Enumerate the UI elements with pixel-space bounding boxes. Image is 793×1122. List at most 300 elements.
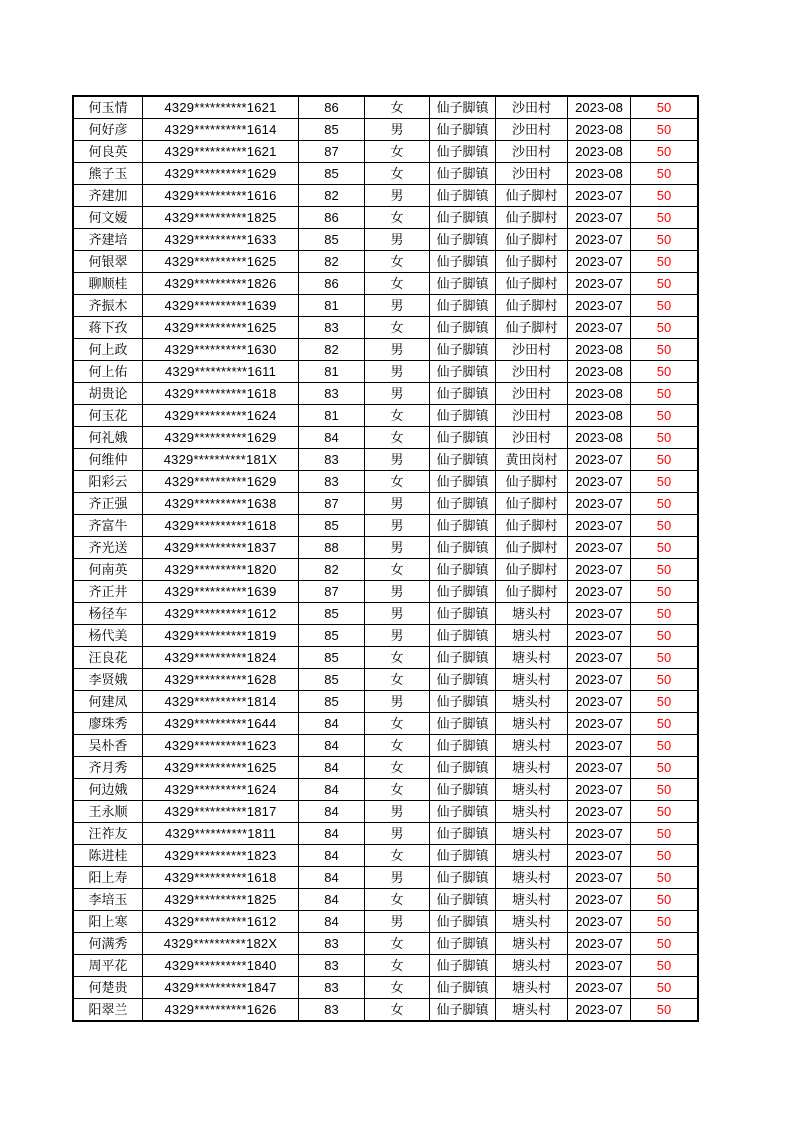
table-row [73,999,698,1022]
cell-village: 塘头村 [496,933,568,955]
cell-town: 仙子脚镇 [430,383,496,405]
table-row [73,96,698,119]
cell-village: 仙子脚村 [496,317,568,339]
cell-date: 2023-07 [568,273,631,295]
cell-age: 85 [299,691,365,713]
cell-amount: 50 [631,185,699,207]
cell-village: 仙子脚村 [496,559,568,581]
cell-town: 仙子脚镇 [430,273,496,295]
cell-village: 塘头村 [496,999,568,1022]
cell-village: 仙子脚村 [496,273,568,295]
cell-date: 2023-08 [568,339,631,361]
cell-name: 何良英 [73,141,143,163]
cell-town: 仙子脚镇 [430,911,496,933]
cell-age: 83 [299,955,365,977]
cell-town: 仙子脚镇 [430,185,496,207]
cell-age: 83 [299,383,365,405]
cell-town: 仙子脚镇 [430,449,496,471]
cell-amount: 50 [631,383,699,405]
table-row [73,845,698,867]
cell-id: 4329**********1639 [143,295,299,317]
cell-town: 仙子脚镇 [430,251,496,273]
cell-town: 仙子脚镇 [430,295,496,317]
cell-amount: 50 [631,625,699,647]
cell-date: 2023-08 [568,141,631,163]
cell-village: 塘头村 [496,977,568,999]
cell-village: 沙田村 [496,339,568,361]
cell-id: 4329**********1633 [143,229,299,251]
cell-amount: 50 [631,119,699,141]
cell-age: 86 [299,96,365,119]
cell-gender: 男 [365,625,430,647]
cell-id: 4329**********1626 [143,999,299,1022]
table-row [73,647,698,669]
cell-amount: 50 [631,955,699,977]
cell-id: 4329**********1624 [143,405,299,427]
cell-amount: 50 [631,339,699,361]
cell-village: 塘头村 [496,691,568,713]
cell-gender: 男 [365,383,430,405]
cell-id: 4329**********1629 [143,427,299,449]
cell-town: 仙子脚镇 [430,713,496,735]
cell-village: 仙子脚村 [496,229,568,251]
cell-date: 2023-07 [568,823,631,845]
cell-date: 2023-07 [568,295,631,317]
cell-id: 4329**********1630 [143,339,299,361]
cell-date: 2023-08 [568,383,631,405]
table-row [73,603,698,625]
cell-gender: 女 [365,713,430,735]
cell-age: 82 [299,559,365,581]
cell-village: 沙田村 [496,427,568,449]
cell-village: 仙子脚村 [496,251,568,273]
cell-name: 阳上寒 [73,911,143,933]
cell-amount: 50 [631,647,699,669]
cell-date: 2023-07 [568,889,631,911]
cell-gender: 男 [365,823,430,845]
cell-name: 何维仲 [73,449,143,471]
cell-amount: 50 [631,537,699,559]
cell-town: 仙子脚镇 [430,801,496,823]
cell-name: 齐正强 [73,493,143,515]
cell-age: 82 [299,251,365,273]
cell-town: 仙子脚镇 [430,427,496,449]
cell-id: 4329**********1612 [143,911,299,933]
cell-date: 2023-07 [568,229,631,251]
cell-age: 84 [299,735,365,757]
cell-age: 82 [299,339,365,361]
cell-id: 4329**********1621 [143,141,299,163]
cell-name: 何文嫒 [73,207,143,229]
cell-date: 2023-07 [568,691,631,713]
cell-name: 齐月秀 [73,757,143,779]
cell-name: 廖珠秀 [73,713,143,735]
table-row [73,163,698,185]
cell-amount: 50 [631,933,699,955]
cell-gender: 女 [365,669,430,691]
cell-date: 2023-07 [568,933,631,955]
cell-amount: 50 [631,977,699,999]
cell-amount: 50 [631,163,699,185]
cell-age: 85 [299,669,365,691]
cell-date: 2023-07 [568,603,631,625]
cell-date: 2023-07 [568,735,631,757]
cell-gender: 男 [365,493,430,515]
cell-town: 仙子脚镇 [430,955,496,977]
cell-gender: 男 [365,603,430,625]
cell-date: 2023-08 [568,163,631,185]
cell-name: 何玉情 [73,96,143,119]
cell-village: 塘头村 [496,889,568,911]
table-row [73,405,698,427]
cell-id: 4329**********1817 [143,801,299,823]
cell-id: 4329**********1840 [143,955,299,977]
cell-id: 4329**********1824 [143,647,299,669]
cell-age: 87 [299,581,365,603]
cell-age: 85 [299,647,365,669]
cell-town: 仙子脚镇 [430,471,496,493]
cell-age: 84 [299,779,365,801]
cell-name: 何上政 [73,339,143,361]
cell-age: 84 [299,889,365,911]
cell-village: 塘头村 [496,779,568,801]
cell-name: 何边娥 [73,779,143,801]
cell-age: 84 [299,911,365,933]
cell-gender: 女 [365,757,430,779]
cell-gender: 男 [365,185,430,207]
cell-gender: 女 [365,273,430,295]
cell-gender: 女 [365,647,430,669]
cell-town: 仙子脚镇 [430,669,496,691]
cell-age: 85 [299,603,365,625]
cell-gender: 男 [365,339,430,361]
cell-id: 4329**********1644 [143,713,299,735]
cell-id: 4329**********1811 [143,823,299,845]
cell-village: 塘头村 [496,757,568,779]
cell-gender: 男 [365,295,430,317]
table-row [73,229,698,251]
cell-id: 4329**********1625 [143,251,299,273]
cell-amount: 50 [631,493,699,515]
cell-date: 2023-08 [568,405,631,427]
cell-age: 85 [299,229,365,251]
table-row [73,141,698,163]
cell-date: 2023-08 [568,119,631,141]
table-row [73,317,698,339]
table-row [73,185,698,207]
cell-town: 仙子脚镇 [430,207,496,229]
cell-age: 85 [299,515,365,537]
cell-amount: 50 [631,999,699,1022]
cell-gender: 女 [365,427,430,449]
cell-name: 何上佑 [73,361,143,383]
cell-village: 塘头村 [496,735,568,757]
cell-date: 2023-07 [568,911,631,933]
cell-age: 81 [299,295,365,317]
cell-id: 4329**********1847 [143,977,299,999]
cell-id: 4329**********1625 [143,317,299,339]
cell-date: 2023-07 [568,867,631,889]
cell-village: 塘头村 [496,603,568,625]
cell-age: 84 [299,713,365,735]
cell-town: 仙子脚镇 [430,163,496,185]
cell-village: 塘头村 [496,955,568,977]
cell-name: 杨代美 [73,625,143,647]
cell-age: 85 [299,163,365,185]
cell-name: 阳上寿 [73,867,143,889]
cell-amount: 50 [631,141,699,163]
cell-id: 4329**********1623 [143,735,299,757]
cell-age: 84 [299,427,365,449]
cell-gender: 男 [365,229,430,251]
cell-amount: 50 [631,405,699,427]
cell-village: 仙子脚村 [496,295,568,317]
cell-name: 汪良花 [73,647,143,669]
cell-date: 2023-07 [568,757,631,779]
cell-name: 聊顺桂 [73,273,143,295]
subsidy-list-table [72,95,699,1022]
cell-name: 何礼娥 [73,427,143,449]
cell-town: 仙子脚镇 [430,647,496,669]
cell-village: 沙田村 [496,405,568,427]
cell-age: 83 [299,933,365,955]
cell-date: 2023-07 [568,559,631,581]
cell-age: 84 [299,867,365,889]
cell-amount: 50 [631,251,699,273]
cell-amount: 50 [631,801,699,823]
table-row [73,515,698,537]
cell-gender: 女 [365,141,430,163]
cell-amount: 50 [631,691,699,713]
cell-date: 2023-07 [568,317,631,339]
cell-town: 仙子脚镇 [430,999,496,1022]
cell-name: 何银翠 [73,251,143,273]
cell-town: 仙子脚镇 [430,361,496,383]
cell-id: 4329**********1611 [143,361,299,383]
cell-id: 4329**********1629 [143,163,299,185]
cell-village: 塘头村 [496,823,568,845]
cell-amount: 50 [631,735,699,757]
cell-gender: 男 [365,361,430,383]
cell-date: 2023-07 [568,581,631,603]
cell-town: 仙子脚镇 [430,537,496,559]
table-row [73,779,698,801]
cell-name: 吴朴香 [73,735,143,757]
cell-gender: 女 [365,317,430,339]
table-row [73,361,698,383]
table-row [73,537,698,559]
table-row [73,735,698,757]
cell-name: 齐富牛 [73,515,143,537]
cell-town: 仙子脚镇 [430,581,496,603]
cell-date: 2023-07 [568,207,631,229]
cell-amount: 50 [631,229,699,251]
cell-gender: 女 [365,977,430,999]
table-row [73,867,698,889]
cell-village: 沙田村 [496,361,568,383]
table-row [73,119,698,141]
cell-date: 2023-08 [568,96,631,119]
cell-age: 86 [299,273,365,295]
cell-id: 4329**********1621 [143,96,299,119]
cell-amount: 50 [631,295,699,317]
cell-age: 81 [299,405,365,427]
cell-village: 沙田村 [496,163,568,185]
cell-id: 4329**********1624 [143,779,299,801]
cell-gender: 男 [365,581,430,603]
table-row [73,801,698,823]
cell-id: 4329**********1819 [143,625,299,647]
cell-date: 2023-07 [568,779,631,801]
cell-date: 2023-07 [568,251,631,273]
cell-name: 齐振木 [73,295,143,317]
cell-gender: 女 [365,471,430,493]
cell-id: 4329**********1639 [143,581,299,603]
cell-id: 4329**********1638 [143,493,299,515]
cell-town: 仙子脚镇 [430,96,496,119]
cell-age: 85 [299,625,365,647]
cell-gender: 女 [365,251,430,273]
cell-date: 2023-07 [568,471,631,493]
cell-amount: 50 [631,779,699,801]
cell-town: 仙子脚镇 [430,867,496,889]
table-row [73,449,698,471]
cell-amount: 50 [631,515,699,537]
cell-village: 塘头村 [496,647,568,669]
table-row [73,339,698,361]
cell-id: 4329**********1618 [143,515,299,537]
cell-date: 2023-07 [568,669,631,691]
cell-name: 李培玉 [73,889,143,911]
cell-name: 熊子玉 [73,163,143,185]
cell-age: 81 [299,361,365,383]
cell-town: 仙子脚镇 [430,889,496,911]
cell-date: 2023-07 [568,537,631,559]
table-row [73,757,698,779]
cell-id: 4329**********1614 [143,119,299,141]
cell-amount: 50 [631,911,699,933]
cell-gender: 男 [365,537,430,559]
cell-gender: 男 [365,449,430,471]
cell-amount: 50 [631,581,699,603]
cell-name: 何满秀 [73,933,143,955]
cell-town: 仙子脚镇 [430,141,496,163]
cell-village: 仙子脚村 [496,581,568,603]
cell-name: 周平花 [73,955,143,977]
cell-id: 4329**********1826 [143,273,299,295]
cell-id: 4329**********1616 [143,185,299,207]
cell-amount: 50 [631,273,699,295]
cell-name: 何楚贵 [73,977,143,999]
cell-village: 塘头村 [496,713,568,735]
table-row [73,889,698,911]
cell-town: 仙子脚镇 [430,405,496,427]
cell-gender: 女 [365,735,430,757]
cell-town: 仙子脚镇 [430,933,496,955]
cell-amount: 50 [631,471,699,493]
cell-date: 2023-07 [568,647,631,669]
cell-amount: 50 [631,449,699,471]
cell-date: 2023-07 [568,999,631,1022]
cell-village: 沙田村 [496,119,568,141]
cell-village: 仙子脚村 [496,471,568,493]
table-row [73,273,698,295]
cell-id: 4329**********1823 [143,845,299,867]
cell-town: 仙子脚镇 [430,317,496,339]
cell-town: 仙子脚镇 [430,823,496,845]
cell-date: 2023-07 [568,955,631,977]
cell-age: 84 [299,823,365,845]
cell-amount: 50 [631,669,699,691]
cell-age: 82 [299,185,365,207]
cell-age: 87 [299,141,365,163]
cell-village: 塘头村 [496,625,568,647]
cell-village: 塘头村 [496,801,568,823]
cell-age: 83 [299,471,365,493]
cell-town: 仙子脚镇 [430,977,496,999]
cell-town: 仙子脚镇 [430,339,496,361]
cell-id: 4329**********1618 [143,867,299,889]
cell-gender: 男 [365,801,430,823]
cell-gender: 女 [365,779,430,801]
cell-gender: 女 [365,163,430,185]
table-row [73,383,698,405]
cell-town: 仙子脚镇 [430,119,496,141]
cell-id: 4329**********1612 [143,603,299,625]
cell-name: 王永顺 [73,801,143,823]
cell-date: 2023-07 [568,801,631,823]
cell-town: 仙子脚镇 [430,603,496,625]
cell-amount: 50 [631,867,699,889]
cell-village: 仙子脚村 [496,537,568,559]
cell-id: 4329**********1628 [143,669,299,691]
cell-age: 84 [299,757,365,779]
cell-date: 2023-07 [568,977,631,999]
cell-id: 4329**********1618 [143,383,299,405]
cell-name: 蒋下孜 [73,317,143,339]
cell-gender: 男 [365,515,430,537]
cell-village: 黄田岗村 [496,449,568,471]
table-row [73,713,698,735]
cell-name: 何建凤 [73,691,143,713]
cell-gender: 女 [365,96,430,119]
table-row [73,625,698,647]
cell-gender: 女 [365,559,430,581]
cell-gender: 女 [365,405,430,427]
table-row [73,493,698,515]
cell-name: 汪祚友 [73,823,143,845]
cell-amount: 50 [631,823,699,845]
table-row [73,427,698,449]
cell-age: 85 [299,119,365,141]
cell-village: 仙子脚村 [496,493,568,515]
cell-gender: 男 [365,911,430,933]
cell-age: 84 [299,801,365,823]
cell-amount: 50 [631,889,699,911]
cell-id: 4329**********181X [143,449,299,471]
cell-date: 2023-08 [568,427,631,449]
cell-gender: 女 [365,845,430,867]
cell-amount: 50 [631,361,699,383]
cell-age: 83 [299,977,365,999]
cell-date: 2023-07 [568,515,631,537]
table-row [73,669,698,691]
cell-name: 陈进桂 [73,845,143,867]
cell-gender: 男 [365,867,430,889]
cell-town: 仙子脚镇 [430,757,496,779]
cell-name: 何南英 [73,559,143,581]
cell-date: 2023-08 [568,361,631,383]
